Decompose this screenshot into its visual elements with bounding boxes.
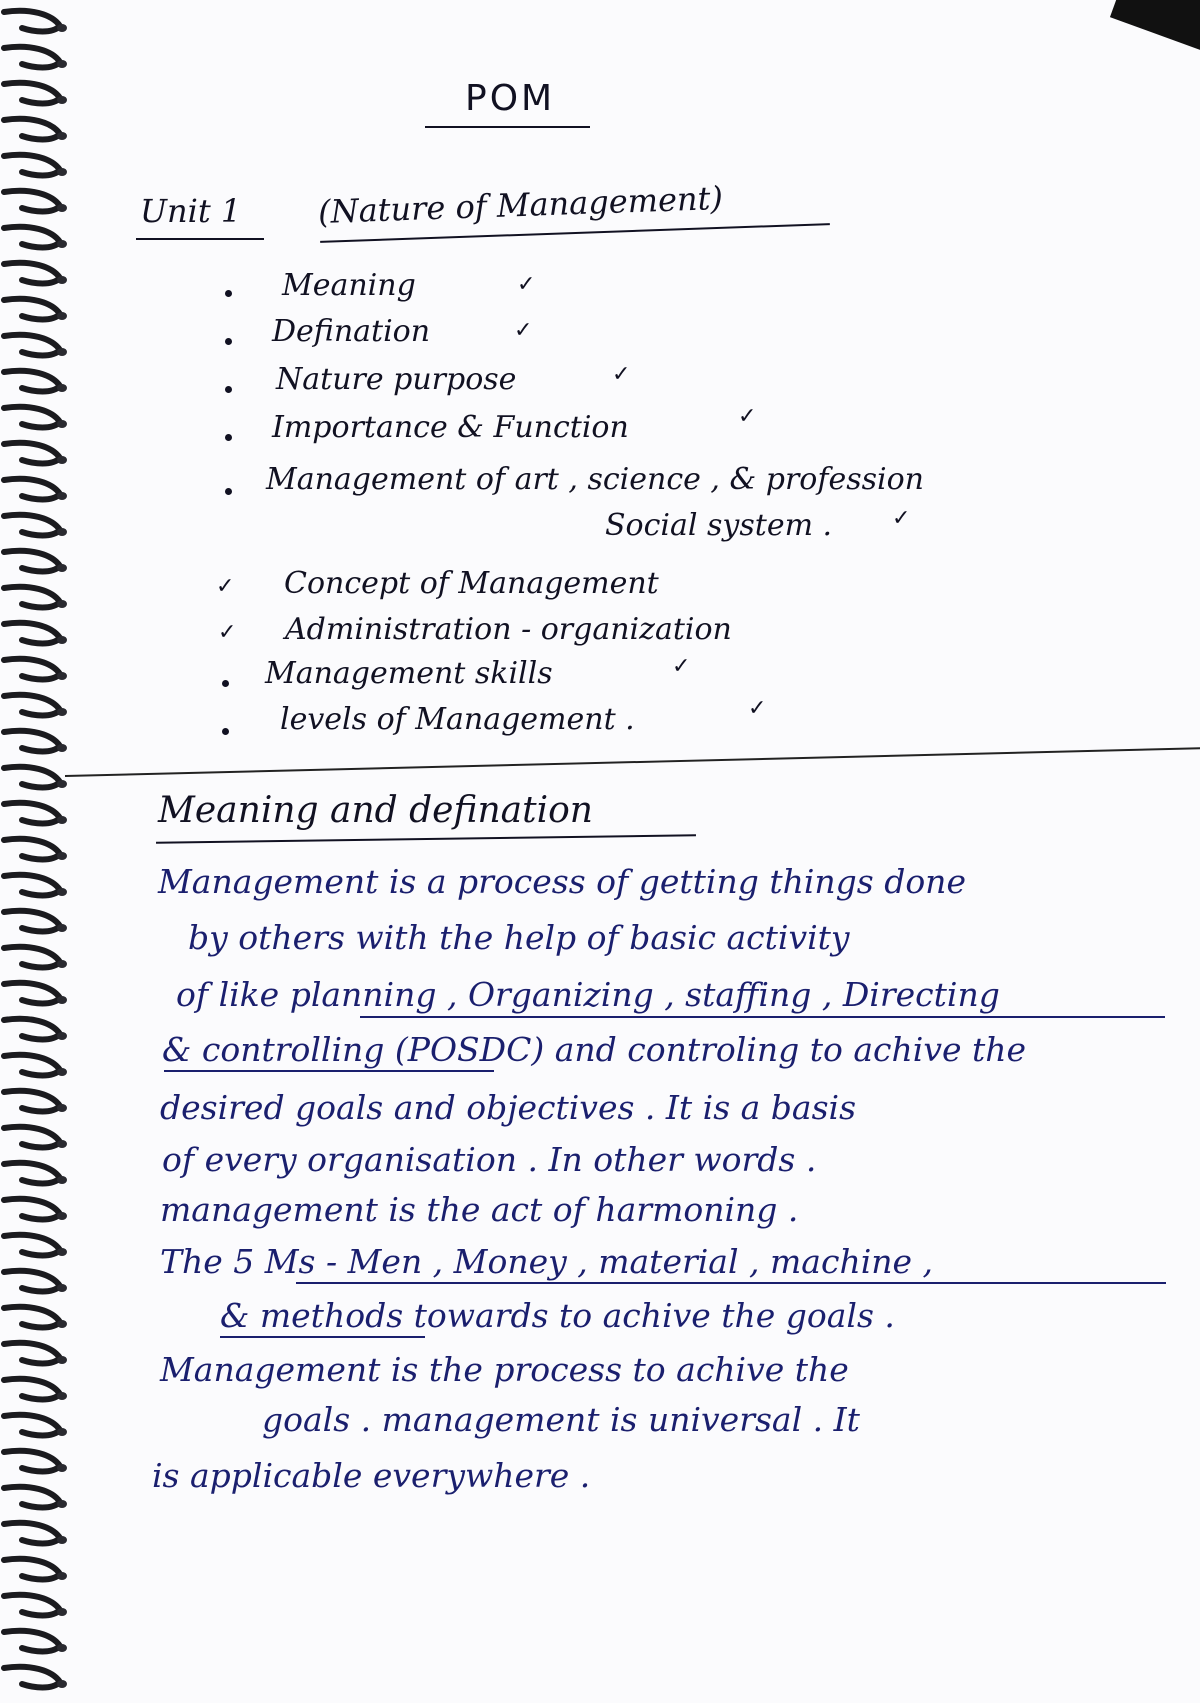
spiral-hole: [57, 1356, 67, 1364]
spiral-ring: [4, 1415, 60, 1436]
check-mark-icon: ✓: [216, 574, 235, 599]
spiral-hole: [57, 1032, 67, 1040]
spiral-ring: [4, 1127, 60, 1148]
spiral-hole: [57, 132, 67, 140]
page-title: POM: [465, 78, 556, 119]
list-item-continuation: Social system .: [605, 508, 833, 543]
check-mark-icon: ✓: [517, 272, 536, 297]
list-item: Management skills: [265, 656, 553, 691]
spiral-ring: [4, 875, 60, 896]
paragraph-line: is applicable everywhere .: [152, 1456, 591, 1495]
list-item: Management of art , science , & profession: [266, 462, 924, 497]
spiral-ring: [4, 911, 60, 932]
spiral-ring: [4, 407, 60, 428]
spiral-hole: [57, 204, 67, 212]
check-mark-icon: ✓: [514, 318, 533, 343]
list-item: levels of Management .: [280, 702, 635, 737]
spiral-ring: [4, 119, 60, 140]
spiral-hole: [57, 420, 67, 428]
spiral-hole: [57, 492, 67, 500]
paragraph-line: Management is the process to achive the: [160, 1350, 849, 1389]
spiral-hole: [57, 708, 67, 716]
spiral-ring: [4, 155, 60, 176]
spiral-ring: [4, 1019, 60, 1040]
spiral-ring: [4, 1631, 60, 1652]
spiral-hole: [57, 852, 67, 860]
bullet-dot: [225, 386, 232, 393]
spiral-hole: [57, 1536, 67, 1544]
spiral-ring: [4, 1451, 60, 1472]
spiral-ring: [4, 515, 60, 536]
spiral-hole: [57, 780, 67, 788]
check-mark-icon: ✓: [672, 654, 691, 679]
spiral-ring: [4, 191, 60, 212]
section-heading-underline: [156, 834, 696, 844]
spiral-hole: [57, 96, 67, 104]
paragraph-line: goals . management is universal . It: [262, 1400, 860, 1439]
spiral-hole: [57, 1212, 67, 1220]
spiral-ring: [4, 1091, 60, 1112]
list-item: Importance & Function: [272, 410, 629, 445]
spiral-ring: [4, 227, 60, 248]
title-underline: [425, 126, 590, 128]
section-divider: [65, 747, 1200, 777]
spiral-hole: [57, 888, 67, 896]
check-mark-icon: ✓: [738, 404, 757, 429]
spiral-hole: [57, 600, 67, 608]
page-corner-shadow: [1110, 0, 1200, 58]
spiral-ring: [4, 1343, 60, 1364]
spiral-hole: [57, 60, 67, 68]
spiral-hole: [57, 816, 67, 824]
spiral-hole: [57, 1104, 67, 1112]
check-mark-icon: ✓: [612, 362, 631, 387]
spiral-hole: [57, 312, 67, 320]
line-underline: [360, 1016, 1165, 1018]
unit-label: Unit 1: [140, 192, 242, 230]
spiral-hole: [57, 1500, 67, 1508]
spiral-hole: [57, 1140, 67, 1148]
spiral-hole: [57, 1320, 67, 1328]
spiral-hole: [57, 1284, 67, 1292]
spiral-ring: [4, 587, 60, 608]
unit-topic: (Nature of Management): [317, 178, 724, 232]
spiral-ring: [4, 1055, 60, 1076]
bullet-dot: [225, 434, 232, 441]
section-heading: Meaning and defination: [158, 790, 593, 831]
paragraph-line: management is the act of harmoning .: [160, 1190, 799, 1229]
paragraph-line: The 5 Ms - Men , Money , material , machine ,: [160, 1242, 934, 1281]
paragraph-line: Management is a process of getting things done: [158, 862, 966, 901]
spiral-binding: [0, 0, 90, 1703]
spiral-ring: [4, 1271, 60, 1292]
list-item: Administration - organization: [285, 612, 732, 647]
bullet-dot: [225, 290, 232, 297]
paragraph-line: desired goals and objectives . It is a basis: [160, 1088, 857, 1127]
spiral-ring: [4, 1199, 60, 1220]
spiral-ring: [4, 335, 60, 356]
spiral-ring: [4, 839, 60, 860]
spiral-hole: [57, 672, 67, 680]
spiral-ring: [4, 1307, 60, 1328]
spiral-hole: [57, 1392, 67, 1400]
spiral-ring: [4, 1523, 60, 1544]
spiral-hole: [57, 924, 67, 932]
spiral-ring: [4, 1163, 60, 1184]
spiral-ring: [4, 443, 60, 464]
spiral-hole: [57, 960, 67, 968]
bullet-dot: [222, 728, 229, 735]
list-item: Nature purpose: [276, 362, 517, 397]
spiral-hole: [57, 1248, 67, 1256]
spiral-hole: [57, 1572, 67, 1580]
spiral-hole: [57, 24, 67, 32]
spiral-hole: [57, 168, 67, 176]
check-mark-icon: ✓: [748, 696, 767, 721]
spiral-ring: [4, 947, 60, 968]
spiral-ring: [4, 299, 60, 320]
check-mark-icon: ✓: [218, 620, 237, 645]
spiral-ring: [4, 1235, 60, 1256]
paragraph-line: & methods towards to achive the goals .: [220, 1296, 895, 1335]
spiral-ring: [4, 1595, 60, 1616]
spiral-ring: [4, 731, 60, 752]
spiral-hole: [57, 276, 67, 284]
spiral-hole: [57, 456, 67, 464]
spiral-hole: [57, 1608, 67, 1616]
line-underline: [296, 1282, 1166, 1284]
spiral-hole: [57, 1428, 67, 1436]
spiral-hole: [57, 996, 67, 1004]
spiral-ring: [4, 803, 60, 824]
bullet-dot: [225, 488, 232, 495]
spiral-hole: [57, 240, 67, 248]
spiral-ring: [4, 1667, 60, 1688]
check-mark-icon: ✓: [892, 506, 911, 531]
spiral-hole: [57, 1068, 67, 1076]
paragraph-line: by others with the help of basic activity: [188, 918, 850, 957]
line-underline: [164, 1070, 494, 1072]
spiral-ring: [4, 11, 60, 32]
spiral-hole: [57, 384, 67, 392]
spiral-ring: [4, 47, 60, 68]
spiral-ring: [4, 1379, 60, 1400]
unit-label-underline: [136, 238, 264, 240]
spiral-ring: [4, 983, 60, 1004]
list-item: Concept of Management: [284, 566, 659, 601]
bullet-dot: [225, 338, 232, 345]
spiral-ring: [4, 623, 60, 644]
bullet-dot: [222, 680, 229, 687]
spiral-ring: [4, 479, 60, 500]
spiral-hole: [57, 1176, 67, 1184]
spiral-ring: [4, 695, 60, 716]
spiral-hole: [57, 1680, 67, 1688]
list-item: Defination: [272, 314, 431, 349]
spiral-ring: [4, 1559, 60, 1580]
spiral-hole: [57, 1644, 67, 1652]
paragraph-line: of like planning , Organizing , staffing , Directing: [176, 975, 1000, 1014]
spiral-ring: [4, 371, 60, 392]
spiral-ring: [4, 263, 60, 284]
line-underline: [220, 1336, 425, 1338]
paragraph-line: of every organisation . In other words .: [162, 1140, 817, 1179]
spiral-hole: [57, 1464, 67, 1472]
spiral-hole: [57, 348, 67, 356]
spiral-ring: [4, 1487, 60, 1508]
spiral-hole: [57, 528, 67, 536]
paragraph-line: & controlling (POSDC) and controling to achive the: [162, 1030, 1027, 1069]
spiral-ring: [4, 767, 60, 788]
spiral-hole: [57, 636, 67, 644]
spiral-ring: [4, 551, 60, 572]
spiral-hole: [57, 564, 67, 572]
spiral-ring: [4, 83, 60, 104]
list-item: Meaning: [282, 268, 416, 303]
spiral-hole: [57, 744, 67, 752]
spiral-ring: [4, 659, 60, 680]
